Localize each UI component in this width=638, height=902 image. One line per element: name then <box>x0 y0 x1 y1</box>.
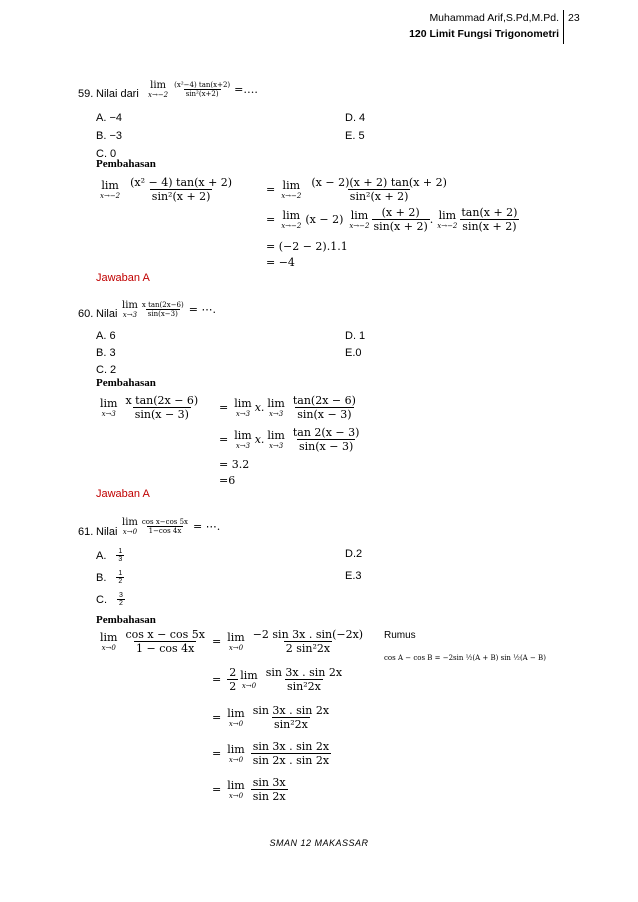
header-divider <box>563 10 564 44</box>
q59-option-c: C. 0 <box>96 148 117 160</box>
lim-text: lim <box>240 669 258 682</box>
r2-den: sin²2x <box>286 680 321 693</box>
q60-prompt: Nilai <box>96 308 118 320</box>
lim-sub: x→0 <box>122 528 138 536</box>
eq: = <box>212 635 222 648</box>
lim-text: lim <box>227 779 245 792</box>
r2-num: sin 3x . sin 2x <box>265 666 343 679</box>
lhs-den: sin²(x + 2) <box>151 190 211 203</box>
q60-answer: Jawaban A <box>96 488 150 500</box>
q61-step1 <box>212 628 365 655</box>
q59-expression <box>148 80 258 99</box>
header-author: Muhammad Arif,S.Pd,M.Pd. <box>429 12 559 24</box>
q59-pembahasan: Pembahasan <box>96 158 156 170</box>
r2-f2-num: tan(x + 2) <box>461 206 518 219</box>
footer-school: SMAN 12 MAKASSAR <box>269 838 369 848</box>
r2-den: sin(x − 3) <box>299 440 354 453</box>
r2-f1-num: (x + 2) <box>381 206 420 219</box>
q59-step4: = −4 <box>266 256 295 269</box>
r1-den: sin²(x + 2) <box>349 190 409 203</box>
q59-number: 59. <box>78 88 94 100</box>
q59-option-b: B. −3 <box>96 130 122 142</box>
lim-text: lim <box>100 631 118 644</box>
r3-num: sin 3x . sin 2x <box>252 704 330 717</box>
q59-step2 <box>266 206 519 233</box>
eq: = <box>212 747 222 760</box>
lim-text: lim <box>122 300 138 311</box>
lim-sub: x→3 <box>235 442 251 450</box>
lim-sub: x→3 <box>268 410 284 418</box>
lim-sub: x→0 <box>101 644 116 652</box>
q60-option-e: E.0 <box>345 347 362 359</box>
lim-sub: x→3 <box>101 410 116 418</box>
opt-num: 3 <box>119 592 123 599</box>
q60-num: x tan(2x−6) <box>141 301 184 309</box>
q60-tail: = ⋯. <box>188 303 216 316</box>
lim-sub: x→0 <box>228 644 244 652</box>
q61-step5 <box>212 776 288 803</box>
lim-sub: x→−2 <box>148 91 169 99</box>
q61-lhs <box>100 628 207 655</box>
q59-option-e: E. 5 <box>345 130 365 142</box>
q59-num: (x²−4) tan(x+2) <box>174 81 231 89</box>
lim-text: lim <box>122 517 138 528</box>
q59-den: sin²(x+2) <box>185 90 219 98</box>
eq: = <box>219 433 229 446</box>
q61-num: cos x−cos 5x <box>141 518 189 526</box>
lim-sub: x→−2 <box>100 192 121 200</box>
eq: = <box>266 213 276 226</box>
header-subtitle: 120 Limit Fungsi Trigonometri <box>409 28 559 40</box>
r2-c-num: 2 <box>229 666 237 679</box>
q60-den: sin(x−3) <box>147 310 178 318</box>
lim-text: lim <box>227 707 245 720</box>
lim-text: lim <box>234 397 252 410</box>
q61-prompt: Nilai <box>96 526 118 538</box>
r1-num: −2 sin 3x . sin(−2x) <box>252 628 364 641</box>
q60-step3: = 3.2 <box>219 458 250 471</box>
r2-c-den: 2 <box>229 680 237 693</box>
lim-sub: x→0 <box>228 756 244 764</box>
dot: . <box>429 213 434 226</box>
q61-option-d: D.2 <box>345 548 363 560</box>
q61-option-a <box>96 548 124 563</box>
q59-option-d: D. 4 <box>345 112 366 124</box>
q60-step2: = lim x→3 x. lim x→3 $\frac{\tan 2(x - 3)}{\sin(x - 3)}$ <box>219 426 360 453</box>
q60-number: 60. <box>78 308 94 320</box>
opt-num: 1 <box>118 570 123 577</box>
q59-answer: Jawaban A <box>96 272 150 284</box>
q59-prompt: Nilai dari <box>96 88 139 100</box>
lim-sub: x→0 <box>228 720 244 728</box>
lim-sub: x→−2 <box>349 222 370 230</box>
lim-text: lim <box>150 80 167 91</box>
q60-step4: =6 <box>219 474 236 487</box>
q60-pembahasan: Pembahasan <box>96 377 156 389</box>
lhs-den: sin(x − 3) <box>134 408 189 421</box>
lhs-den: 1 − cos 4x <box>136 642 195 655</box>
q60-option-d: D. 1 <box>345 330 366 342</box>
q60-option-a: A. 6 <box>96 330 116 342</box>
lim-text: lim <box>350 209 369 222</box>
lim-text: lim <box>267 429 285 442</box>
lim-sub: x→0 <box>241 682 257 690</box>
q61-tail: = ⋯. <box>193 520 221 533</box>
q61-step2 <box>212 666 344 693</box>
lhs-num: x tan(2x − 6) <box>125 394 199 407</box>
r5-den: sin 2x <box>252 790 286 803</box>
q61-option-c <box>96 592 125 607</box>
r2-num: tan 2(x − 3) <box>292 426 360 439</box>
q61-option-b <box>96 570 124 585</box>
r1-den: 2 sin²2x <box>285 642 331 655</box>
lim-text: lim <box>267 397 285 410</box>
lim-text: lim <box>282 209 301 222</box>
q59-tail: =…. <box>234 83 258 96</box>
q61-number: 61. <box>78 526 94 538</box>
rumus-label: Rumus <box>384 630 416 641</box>
eq: = <box>212 673 222 686</box>
q60-lhs <box>100 394 200 421</box>
r2-f1-den: sin(x + 2) <box>373 220 428 233</box>
r1-num: (x − 2)(x + 2) tan(x + 2) <box>311 176 447 189</box>
lim-sub: x→−2 <box>437 222 458 230</box>
opt-label: A. <box>96 549 107 562</box>
lim-sub: x→3 <box>268 442 284 450</box>
opt-den: 2 <box>118 578 123 585</box>
lim-sub: x→−2 <box>281 222 302 230</box>
lim-text: lim <box>282 179 301 192</box>
q60-option-b: B. 3 <box>96 347 116 359</box>
q61-step3 <box>212 704 331 731</box>
opt-label: B. <box>96 571 107 584</box>
q61-expression <box>122 517 220 536</box>
opt-den: 2 <box>119 600 123 607</box>
r4-num: sin 3x . sin 2x <box>252 740 330 753</box>
r5-num: sin 3x <box>252 776 286 789</box>
opt-den: 3 <box>118 556 123 563</box>
lim-sub: x→−2 <box>281 192 302 200</box>
eq: = <box>212 711 222 724</box>
q61-option-e: E.3 <box>345 570 362 582</box>
lim-sub: x→0 <box>228 792 244 800</box>
q61-pembahasan: Pembahasan <box>96 614 156 626</box>
r2-f2-den: sin(x + 2) <box>462 220 517 233</box>
r3-den: sin²2x <box>273 718 308 731</box>
lim-text: lim <box>234 429 252 442</box>
q59-step3: = (−2 − 2).1.1 <box>266 240 348 253</box>
lhs-num: (x² − 4) tan(x + 2) <box>130 176 233 189</box>
lhs-num: cos x − cos 5x <box>125 628 205 641</box>
q59-option-a: A. −4 <box>96 112 122 124</box>
q59-lhs <box>100 176 234 203</box>
q59-step1 <box>266 176 449 203</box>
lim-text: lim <box>227 743 245 756</box>
eq: = <box>266 183 276 196</box>
r4-den: sin 2x . sin 2x <box>252 754 330 767</box>
q60-expression <box>122 300 216 319</box>
opt-label: C. <box>96 593 107 606</box>
opt-num: 1 <box>118 548 123 555</box>
lim-text: lim <box>438 209 457 222</box>
lim-sub: x→3 <box>235 410 251 418</box>
lim-sub: x→3 <box>122 311 138 319</box>
lim-text: lim <box>100 397 118 410</box>
r2-a: (x − 2) <box>305 213 344 226</box>
r1-num: tan(2x − 6) <box>292 394 356 407</box>
r1-den: sin(x − 3) <box>297 408 352 421</box>
page-number: 23 <box>568 12 580 24</box>
lim-text: lim <box>227 631 245 644</box>
rumus-formula: cos A − cos B = −2sin ½(A + B) sin ½(A − B) <box>384 654 546 662</box>
q60-option-c: C. 2 <box>96 364 117 376</box>
lim-text: lim <box>101 179 119 192</box>
q61-step4 <box>212 740 331 767</box>
q60-step1: = lim x→3 x. lim x→3 $\frac{\tan(2x - 6)}{\sin(x - 3)}$ <box>219 394 356 421</box>
eq: = <box>212 783 222 796</box>
eq: = <box>219 401 229 414</box>
q61-den: 1−cos 4x <box>148 527 182 535</box>
